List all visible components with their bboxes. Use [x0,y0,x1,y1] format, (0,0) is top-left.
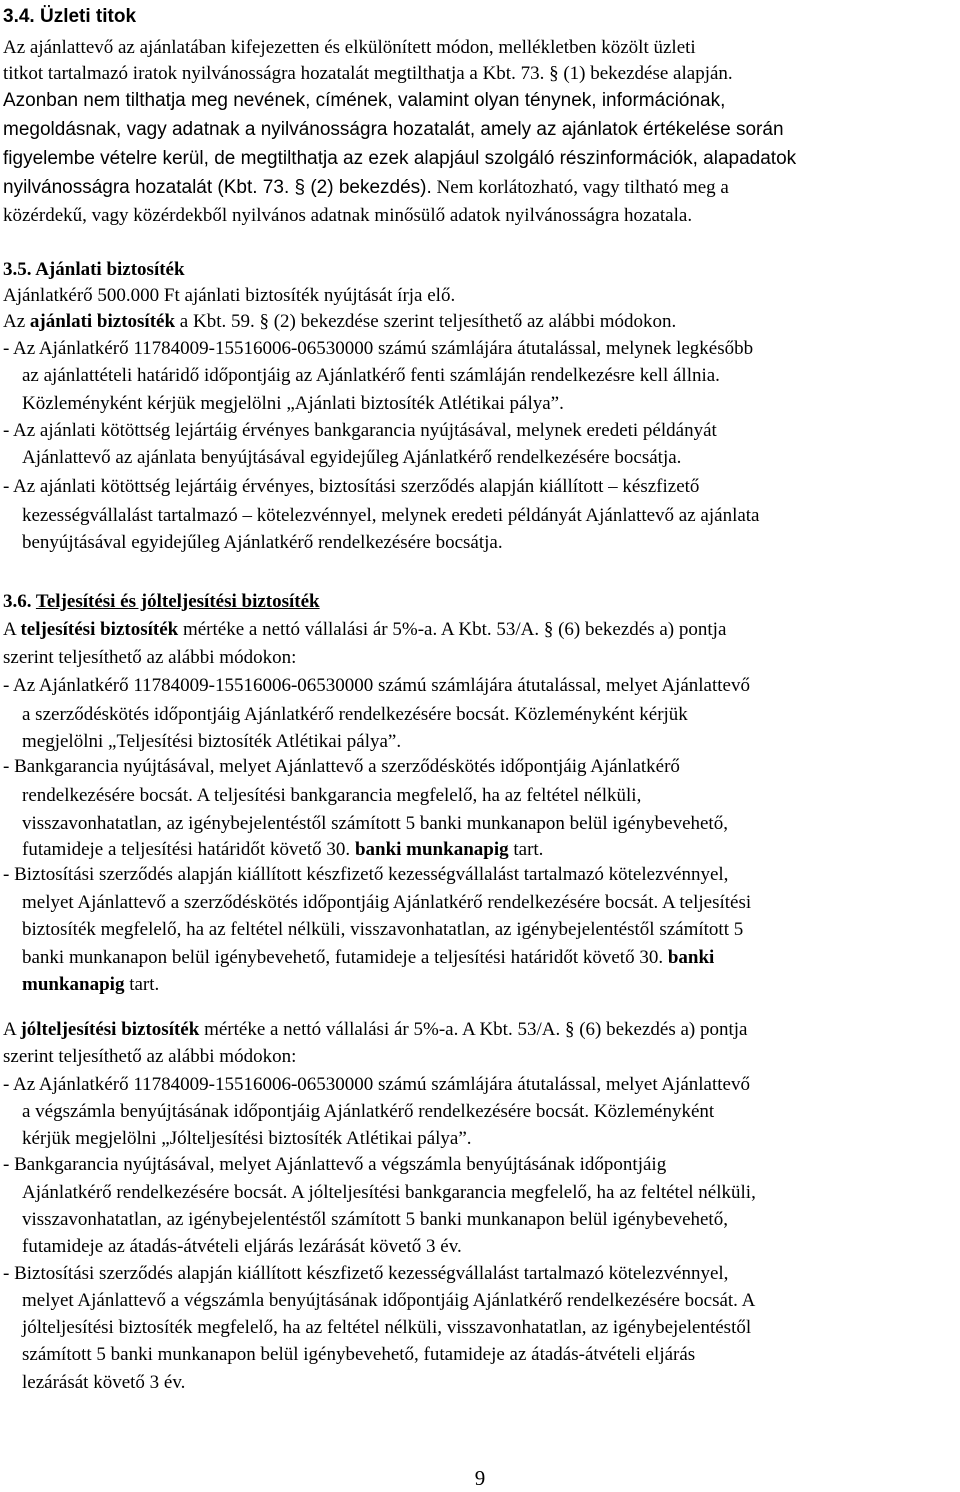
paragraph-line: megoldásnak, vagy adatnak a nyilvánosságra hozatalát, amely az ajánlatok értékelése során [3,119,784,140]
list-line: az ajánlattételi határidő időpontjáig az Ajánlatkérő fenti számláján rendelkezésre kell állnia. [22,365,720,386]
text-run: futamideje a teljesítési határidőt követő 30. [22,839,355,860]
list-line: Közleményként kérjük megjelölni „Ajánlati biztosíték Atlétikai pálya”. [22,393,564,414]
list-line: biztosíték megfelelő, ha az feltétel nélküli, visszavonhatatlan, az igénybejelentéstől számított 5 [22,919,744,940]
list-line: benyújtásával egyidejűleg Ajánlatkérő rendelkezésére bocsátja. [22,532,503,553]
page-number: 9 [474,1466,486,1490]
list-line: visszavonhatatlan, az igénybejelentéstől számított 5 banki munkanapon belül igénybevehető, [22,813,728,834]
text-run-bold: jólteljesítési biztosíték [20,1019,200,1040]
text-run-bold: munkanapig [22,974,125,995]
paragraph-line: szerint teljesíthető az alábbi módokon: [3,1046,297,1067]
list-line [22,972,159,998]
paragraph-line [3,1017,747,1043]
list-line: Ajánlatkérő rendelkezésére bocsát. A jólteljesítési bankgarancia megfelelő, ha az feltétel nélküli, [22,1182,756,1203]
list-line: kezességvállalást tartalmazó – kötelezvénnyel, melynek eredeti példányát Ajánlattevő az ajánlata [22,505,760,526]
list-line: - Bankgarancia nyújtásával, melyet Ajánlattevő a végszámla benyújtásának időpontjáig [3,1154,667,1175]
section-heading-3-5: 3.5. Ajánlati biztosíték [3,259,185,280]
text-run: tart. [508,839,544,860]
list-line [22,837,543,863]
paragraph-line: Az ajánlattevő az ajánlatában kifejezetten és elkülönített módon, mellékletben közölt üzleti [3,37,696,58]
list-line: - Bankgarancia nyújtásával, melyet Ajánlattevő a szerződéskötés időpontjáig Ajánlatkérő [3,756,680,777]
text-run: mértéke a nettó vállalási ár 5%-a. A Kbt. 53/A. § (6) bekezdés a) pontja [199,1019,748,1040]
line-part: nyilvánosságra hozatalát (Kbt. 73. § (2) bekezdés). [3,177,432,198]
list-line: melyet Ajánlattevő a szerződéskötés időpontjáig Ajánlatkérő rendelkezésére bocsát. A teljesítési [22,892,752,913]
section-heading-3-4: 3.4. Üzleti titok [3,6,137,27]
list-line: a szerződéskötés időpontjáig Ajánlatkérő rendelkezésére bocsát. Közleményként kérjük [22,704,688,725]
list-line: megjelölni „Teljesítési biztosíték Atlétikai pálya”. [22,731,402,752]
list-line: - Biztosítási szerződés alapján kiállított készfizető kezességvállalást tartalmazó kötelezvénnyel, [3,1263,729,1284]
text-run: mértéke a nettó vállalási ár 5%-a. A Kbt. 53/A. § (6) bekezdés a) pontja [178,619,727,640]
line-part: Nem korlátozható, vagy tiltható meg a [436,177,729,198]
heading-number: 3.6. [3,591,36,612]
paragraph-line: szerint teljesíthető az alábbi módokon: [3,647,297,668]
text-run: tart. [124,974,160,995]
list-line: Ajánlattevő az ajánlata benyújtásával egyidejűleg Ajánlatkérő rendelkezésére bocsátja. [22,447,682,468]
list-line: rendelkezésére bocsát. A teljesítési bankgarancia megfelelő, ha az feltétel nélküli, [22,785,642,806]
text-run: Az [3,311,30,332]
paragraph-line [3,617,726,643]
text-run: A [3,1019,21,1040]
text-run: A [3,619,21,640]
text-run-bold: ajánlati biztosíték [29,311,176,332]
list-line: - Az ajánlati kötöttség lejártáig érvényes bankgarancia nyújtásával, melynek eredeti példányát [3,420,717,441]
text-run: a Kbt. 59. § (2) bekezdése szerint teljesíthető az alábbi módokon. [175,311,677,332]
list-line: jólteljesítési biztosíték megfelelő, ha az feltétel nélküli, visszavonhatatlan, az igénybejelentéstől [22,1317,752,1338]
paragraph-line: titkot tartalmazó iratok nyilvánosságra hozatalát megtilthatja a Kbt. 73. § (1) bekezdése alapján. [3,63,733,84]
list-line: kérjük megjelölni „Jólteljesítési biztosíték Atlétikai pálya”. [22,1128,472,1149]
paragraph-line: közérdekű, vagy közérdekből nyilvános adatnak minősülő adatok nyilvánosságra hozatala. [3,205,693,226]
list-line: - Az Ajánlatkérő 11784009-15516006-06530000 számú számlájára átutalással, melyet Ajánlattevő [3,1074,750,1095]
heading-title: Teljesítési és jólteljesítési biztosíték [35,591,320,612]
list-line: futamideje az átadás-átvételi eljárás lezárását követő 3 év. [22,1236,462,1257]
text-run-bold: banki munkanapig [354,839,509,860]
list-line [22,945,714,971]
text-run: banki munkanapon belül igénybevehető, futamideje a teljesítési határidőt követő 30. [22,947,664,968]
text-run-bold: teljesítési biztosíték [20,619,179,640]
list-line: - Az Ajánlatkérő 11784009-15516006-06530000 számú számlájára átutalással, melynek legkésőbb [3,338,754,359]
paragraph-line: Azonban nem tilthatja meg nevének, címének, valamint olyan ténynek, információnak, [3,90,726,111]
list-line: - Biztosítási szerződés alapján kiállított készfizető kezességvállalást tartalmazó kötelezvénnyel, [3,864,729,885]
paragraph-line [3,309,676,335]
list-line: számított 5 banki munkanapon belül igénybevehető, futamideje az átadás-átvételi eljárás [22,1344,696,1365]
section-heading-3-6 [3,589,320,615]
list-line: - Az ajánlati kötöttség lejártáig érvényes, biztosítási szerződés alapján kiállított – készfizető [3,476,700,497]
list-line: visszavonhatatlan, az igénybejelentéstől számított 5 banki munkanapon belül igénybevehető, [22,1209,728,1230]
list-line: a végszámla benyújtásának időpontjáig Ajánlatkérő rendelkezésére bocsát. Közleményként [22,1101,715,1122]
list-line: - Az Ajánlatkérő 11784009-15516006-06530000 számú számlájára átutalással, melyet Ajánlattevő [3,675,750,696]
text-run-bold: banki [667,947,715,968]
paragraph-line [3,175,729,201]
paragraph-line: figyelembe vételre kerül, de megtilthatja az ezek alapjául szolgáló részinformációk, alapadatok [3,148,797,169]
paragraph-line: Ajánlatkérő 500.000 Ft ajánlati biztosíték nyújtását írja elő. [3,285,456,306]
list-line: melyet Ajánlattevő a végszámla benyújtásának időpontjáig Ajánlatkérő rendelkezésére bocsát. A [22,1290,756,1311]
list-line: lezárását követő 3 év. [22,1372,186,1393]
